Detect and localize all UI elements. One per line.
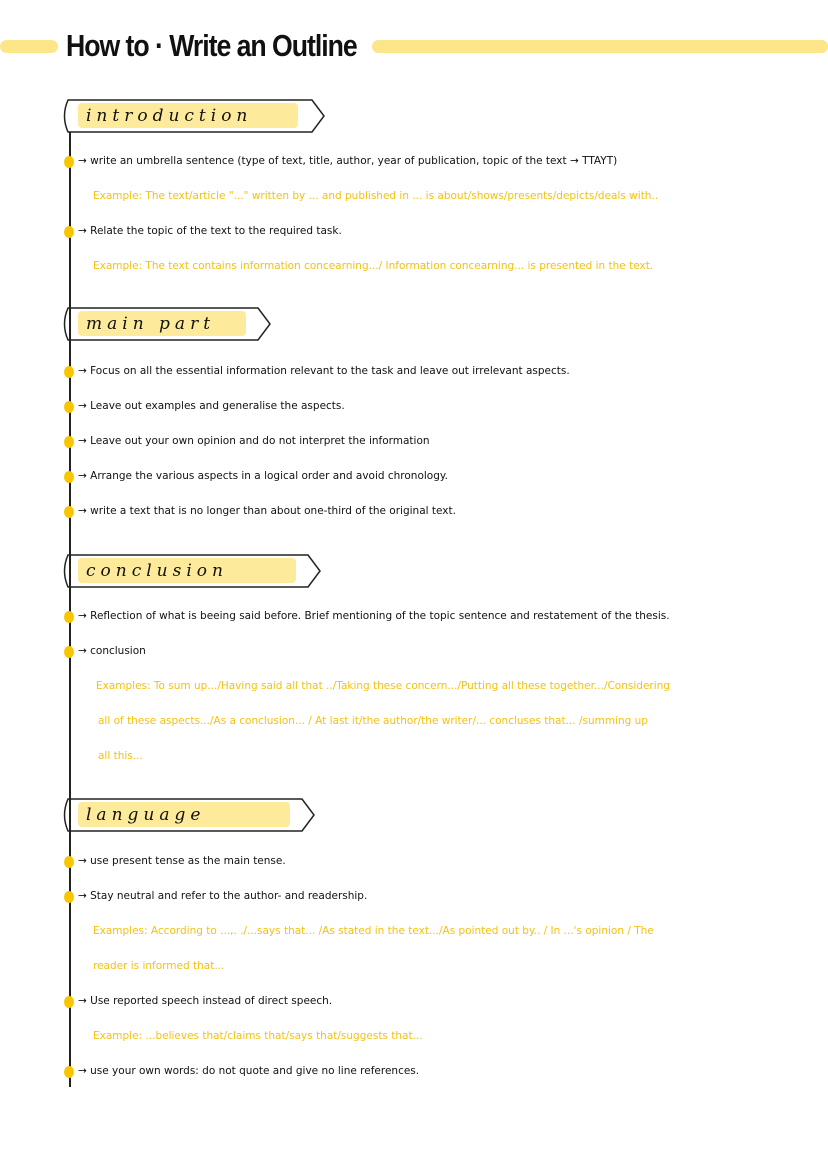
- bullet-dot-icon: [64, 611, 74, 623]
- example-text: all of these aspects.../As a conclusion... / At last it/the author/the writer/... concluses that... /summing up: [98, 715, 648, 727]
- title-bar-left: [0, 40, 58, 53]
- bullet-dot-icon: [64, 471, 74, 483]
- outline-point: → write an umbrella sentence (type of text, title, author, year of publication, topic of the text → TTAYT): [78, 155, 618, 167]
- bullet-dot-icon: [64, 401, 74, 413]
- example-text: Example: The text contains information concearning.../ Information concearning... is presented in the text.: [93, 260, 654, 272]
- outline-point: → Leave out your own opinion and do not interpret the information: [78, 435, 430, 447]
- outline-point: → conclusion: [78, 645, 146, 657]
- example-text: Example: ...believes that/claims that/says that/suggests that...: [93, 1030, 423, 1042]
- outline-point: → Reflection of what is beeing said before. Brief mentioning of the topic sentence and restatement of the thesis.: [78, 610, 670, 622]
- example-text: reader is informed that...: [93, 960, 225, 972]
- banner-language: [60, 798, 316, 831]
- bullet-dot-icon: [64, 506, 74, 518]
- section-heading: introduction: [86, 106, 253, 126]
- bullet-dot-icon: [64, 436, 74, 448]
- bullet-dot-icon: [64, 366, 74, 378]
- example-text: Example: The text/article "..." written by ... and published in ... is about/shows/presents/depicts/deals with..: [93, 190, 659, 202]
- title-bar-right: [372, 40, 828, 53]
- bullet-dot-icon: [64, 226, 74, 238]
- outline-point: → Focus on all the essential information relevant to the task and leave out irrelevant aspects.: [78, 365, 570, 377]
- outline-point: → write a text that is no longer than about one-third of the original text.: [78, 505, 456, 517]
- bullet-dot-icon: [64, 891, 74, 903]
- bullet-dot-icon: [64, 856, 74, 868]
- banner-main-part: [60, 307, 272, 340]
- page-title: How to · Write an Outline: [66, 28, 357, 63]
- section-heading: conclusion: [86, 561, 228, 581]
- example-text: all this...: [98, 750, 143, 762]
- bullet-dot-icon: [64, 996, 74, 1008]
- outline-point: → Arrange the various aspects in a logical order and avoid chronology.: [78, 470, 448, 482]
- banner-introduction: [60, 99, 326, 132]
- section-heading: language: [86, 805, 206, 825]
- bullet-dot-icon: [64, 646, 74, 658]
- outline-point: → Stay neutral and refer to the author- and readership.: [78, 890, 368, 902]
- example-text: Examples: According to ...,. ./...says that... /As stated in the text.../As pointed out by.. / In ...'s opinion / The: [93, 925, 654, 937]
- outline-point: → use your own words: do not quote and give no line references.: [78, 1065, 420, 1077]
- outline-point: → Leave out examples and generalise the aspects.: [78, 400, 345, 412]
- outline-point: → use present tense as the main tense.: [78, 855, 286, 867]
- outline-point: → Use reported speech instead of direct speech.: [78, 995, 333, 1007]
- banner-conclusion: [60, 554, 322, 587]
- outline-point: → Relate the topic of the text to the required task.: [78, 225, 342, 237]
- bullet-dot-icon: [64, 1066, 74, 1078]
- example-text: Examples: To sum up.../Having said all that ../Taking these concern.../Putting all these together.../Considering: [96, 680, 670, 692]
- bullet-dot-icon: [64, 156, 74, 168]
- section-heading: main part: [86, 314, 216, 334]
- timeline-line: [69, 132, 71, 1087]
